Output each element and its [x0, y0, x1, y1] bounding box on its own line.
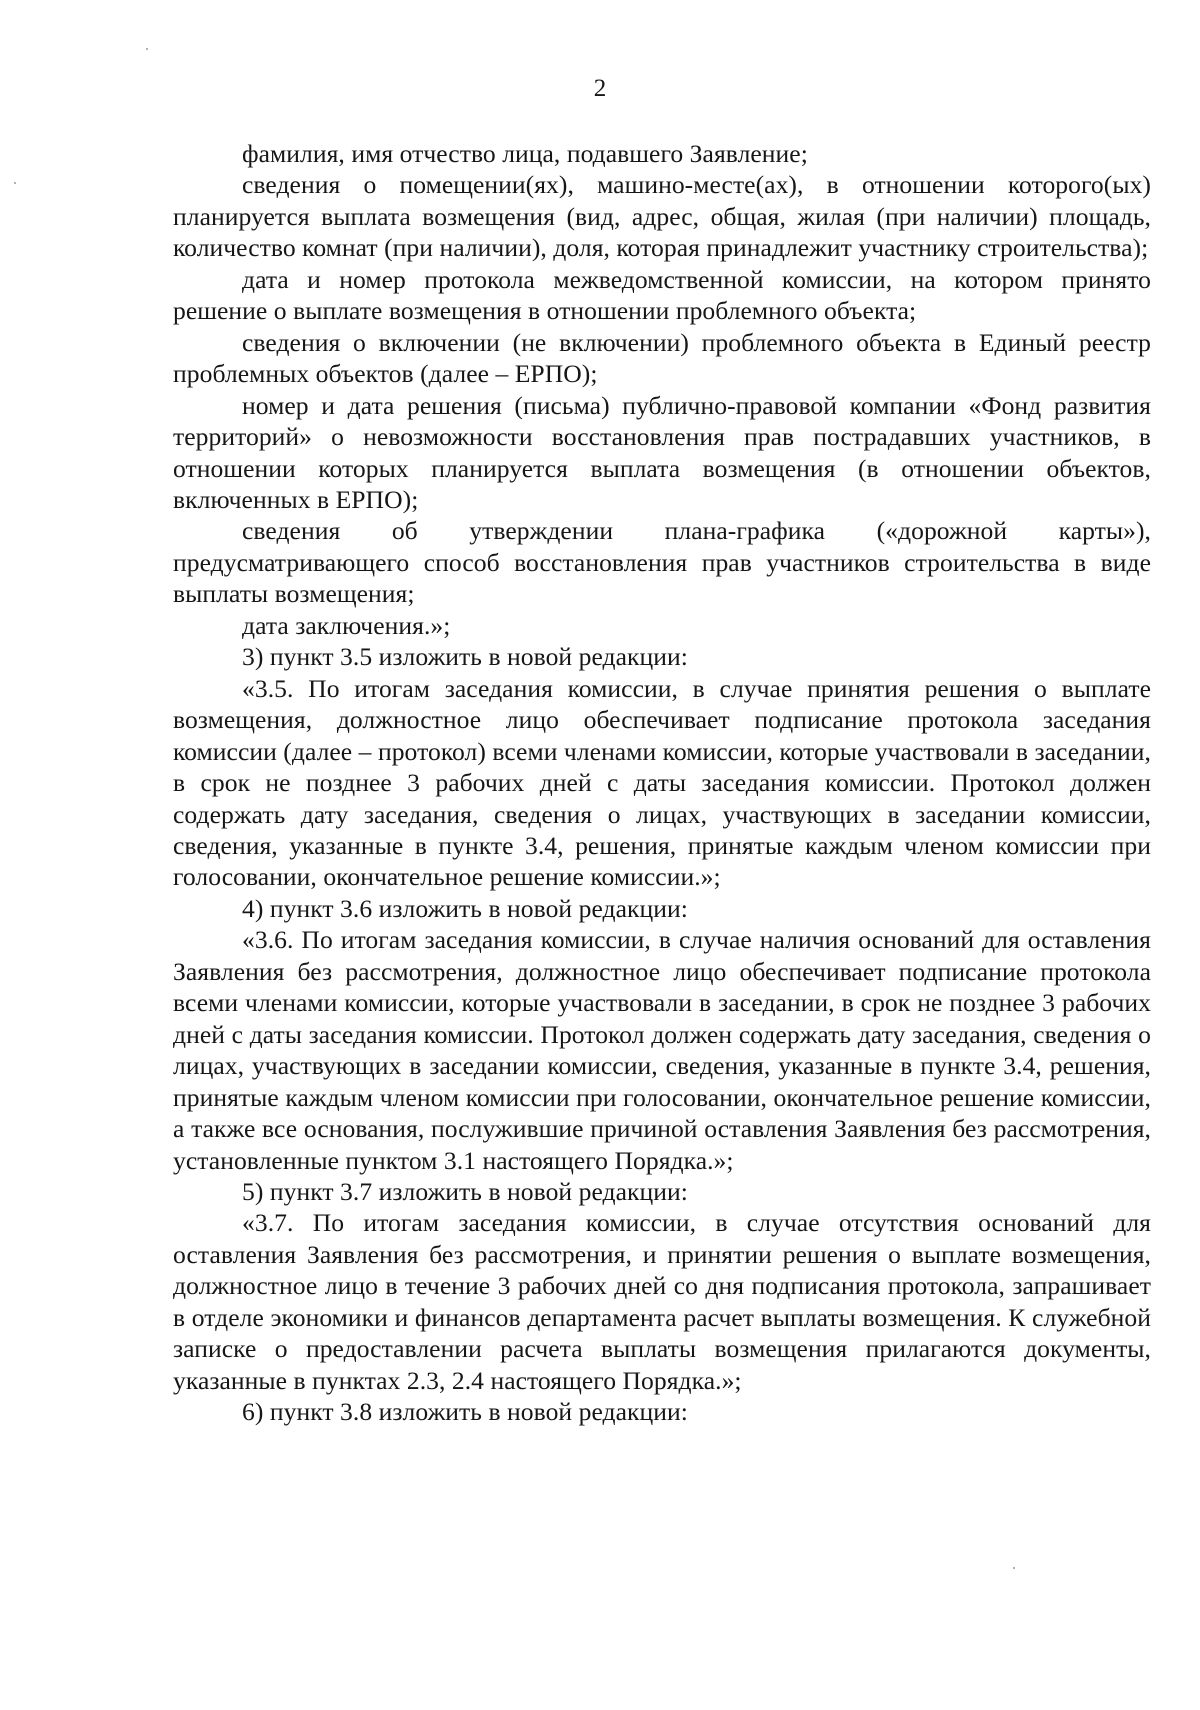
page-number: 2 — [593, 75, 607, 102]
paragraph: сведения об утверждении плана-графика («дорожной карты»), предусматривающего способ восстановления прав участников строительства в виде выплаты возмещения; — [173, 516, 1151, 609]
document-body — [173, 138, 1151, 1428]
paragraph: сведения о включении (не включении) проблемного объекта в Единый реестр проблемных объектов (далее – ЕРПО); — [173, 327, 1151, 389]
paragraph: дата заключения.»; — [242, 610, 451, 640]
paragraph: «3.6. По итогам заседания комиссии, в случае наличия оснований для оставления Заявления без рассмотрения, должностное лицо обеспечивает подписание протокола всеми членами комиссии, которые участвовали в заседании, в срок не позднее 3 рабочих дней с даты заседания комиссии. Протокол должен содержать дату заседания, сведения о лицах, участвующих в заседании комиссии, сведения, указанные в пункте 3.4, решения, принятые каждым членом комиссии при голосовании, окончательное решение комиссии, а также все основания, послужившие причиной оставления Заявления без рассмотрения, установленные пунктом 3.1 настоящего Порядка.»; — [173, 925, 1151, 1175]
scan-speck — [14, 182, 16, 184]
paragraph: 4) пункт 3.6 изложить в новой редакции: — [242, 893, 688, 923]
scan-speck — [1013, 1567, 1015, 1569]
paragraph: фамилия, имя отчество лица, подавшего Заявление; — [242, 139, 808, 168]
paragraph: номер и дата решения (письма) публично-правовой компании «Фонд развития территорий» о невозможности восстановления прав пострадавших участников, в отношении которых планируется выплата возмещения (в отношении объектов, включенных в ЕРПО); — [173, 390, 1151, 514]
paragraph: дата и номер протокола межведомственной комиссии, на котором принято решение о выплате возмещения в отношении проблемного объекта; — [173, 264, 1151, 326]
paragraph: 3) пункт 3.5 изложить в новой редакции: — [242, 642, 688, 672]
paragraph: 6) пункт 3.8 изложить в новой редакции: — [242, 1397, 688, 1427]
paragraph: сведения о помещении(ях), машино-месте(ах), в отношении которого(ых) планируется выплата возмещения (вид, адрес, общая, жилая (при наличии) площадь, количество комнат (при наличии), доля, которая принадлежит участнику строительства); — [173, 170, 1151, 263]
paragraph: «3.7. По итогам заседания комиссии, в случае отсутствия оснований для оставления Заявления без рассмотрения, и принятии решения о выплате возмещения, должностное лицо в течение 3 рабочих дней со дня подписания протокола, запрашивает в отделе экономики и финансов департамента расчет выплаты возмещения. К служебной записке о предоставлении расчета выплаты возмещения прилагаются документы, указанные в пунктах 2.3, 2.4 настоящего Порядка.»; — [173, 1208, 1151, 1395]
scan-speck — [146, 48, 148, 50]
paragraph: «3.5. По итогам заседания комиссии, в случае принятия решения о выплате возмещения, должностное лицо обеспечивает подписание протокола заседания комиссии (далее – протокол) всеми членами комиссии, которые участвовали в заседании, в срок не позднее 3 рабочих дней с даты заседания комиссии. Протокол должен содержать дату заседания, сведения о лицах, участвующих в заседании комиссии, сведения, указанные в пункте 3.4, решения, принятые каждым членом комиссии при голосовании, окончательное решение комиссии.»; — [173, 673, 1151, 892]
paragraph: 5) пункт 3.7 изложить в новой редакции: — [242, 1176, 688, 1206]
